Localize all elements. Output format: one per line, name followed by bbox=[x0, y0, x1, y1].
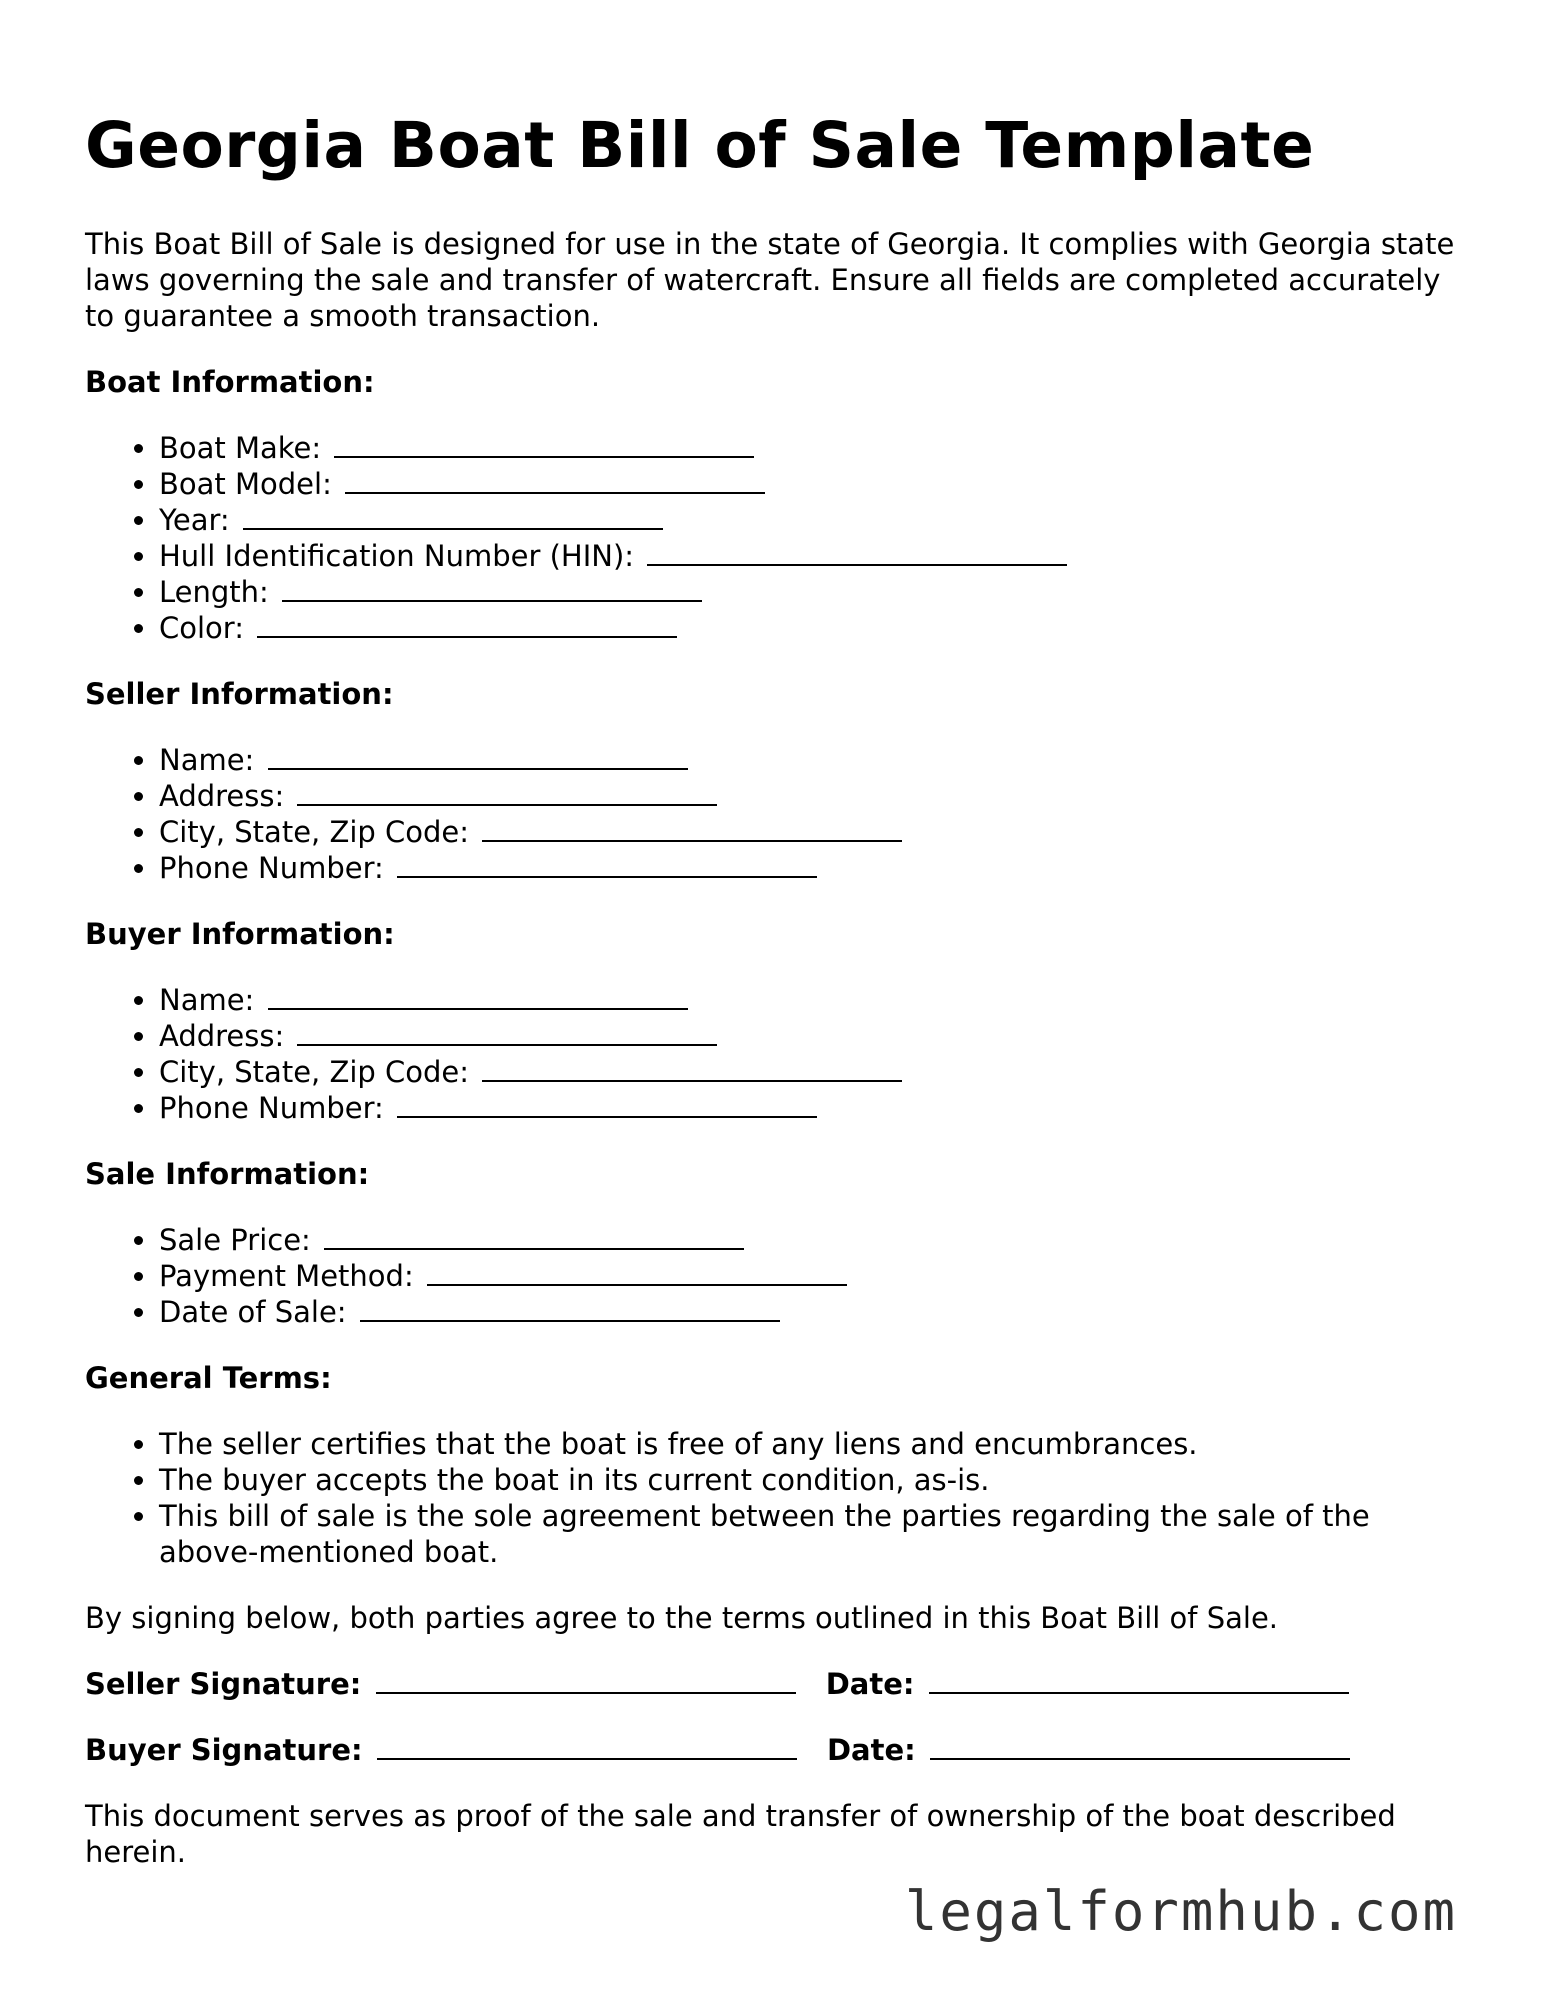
term-item: • The seller certifies that the boat is free of any liens and encumbrances. bbox=[159, 1426, 1465, 1462]
sale-information-list bbox=[85, 1222, 1465, 1330]
watermark: legalformhub.com bbox=[904, 1880, 1457, 1943]
seller-signature-label: Seller Signature: bbox=[85, 1667, 362, 1701]
color-blank[interactable] bbox=[257, 614, 677, 638]
term-item: • The buyer accepts the boat in its current condition, as-is. bbox=[159, 1462, 1465, 1498]
buyer-name-blank[interactable] bbox=[268, 986, 688, 1010]
buyer-address-blank[interactable] bbox=[297, 1022, 717, 1046]
hin-field: • Hull Identification Number (HIN): bbox=[159, 538, 1465, 574]
sale-information-heading: Sale Information: bbox=[85, 1157, 370, 1191]
seller-city-blank[interactable] bbox=[482, 818, 902, 842]
seller-signature-row bbox=[85, 1666, 1465, 1702]
year-blank[interactable] bbox=[243, 506, 663, 530]
buyer-date-label: Date: bbox=[826, 1733, 916, 1767]
seller-name-blank[interactable] bbox=[268, 746, 688, 770]
payment-method-blank[interactable] bbox=[427, 1262, 847, 1286]
buyer-signature-label: Buyer Signature: bbox=[85, 1733, 363, 1767]
seller-address-field: • Address: bbox=[159, 778, 1465, 814]
buyer-city-field: • City, State, Zip Code: bbox=[159, 1054, 1465, 1090]
seller-date-blank[interactable] bbox=[929, 1670, 1349, 1694]
buyer-address-field: • Address: bbox=[159, 1018, 1465, 1054]
seller-address-blank[interactable] bbox=[297, 782, 717, 806]
seller-city-field: • City, State, Zip Code: bbox=[159, 814, 1465, 850]
agreement-statement: By signing below, both parties agree to the terms outlined in this Boat Bill of Sale. bbox=[85, 1601, 1279, 1635]
hin-blank[interactable] bbox=[647, 542, 1067, 566]
seller-information-heading: Seller Information: bbox=[85, 677, 394, 711]
date-of-sale-blank[interactable] bbox=[360, 1298, 780, 1322]
sale-price-blank[interactable] bbox=[324, 1226, 744, 1250]
document bbox=[85, 108, 1465, 1900]
color-field: • Color: bbox=[159, 610, 1465, 646]
seller-information-list bbox=[85, 742, 1465, 886]
length-blank[interactable] bbox=[282, 578, 702, 602]
seller-phone-field: • Phone Number: bbox=[159, 850, 1465, 886]
date-of-sale-field: • Date of Sale: bbox=[159, 1294, 1465, 1330]
boat-make-blank[interactable] bbox=[334, 434, 754, 458]
buyer-phone-blank[interactable] bbox=[397, 1094, 817, 1118]
boat-model-field: • Boat Model: bbox=[159, 466, 1465, 502]
boat-information-list bbox=[85, 430, 1465, 646]
sale-price-field: • Sale Price: bbox=[159, 1222, 1465, 1258]
buyer-name-field: • Name: bbox=[159, 982, 1465, 1018]
seller-date-label: Date: bbox=[825, 1667, 915, 1701]
buyer-city-blank[interactable] bbox=[482, 1058, 902, 1082]
general-terms-list bbox=[85, 1426, 1465, 1570]
seller-signature-blank[interactable] bbox=[376, 1670, 796, 1694]
boat-model-blank[interactable] bbox=[345, 470, 765, 494]
general-terms-heading: General Terms: bbox=[85, 1361, 332, 1395]
length-field: • Length: bbox=[159, 574, 1465, 610]
page-title: Georgia Boat Bill of Sale Template bbox=[85, 109, 1315, 182]
buyer-information-heading: Buyer Information: bbox=[85, 917, 395, 951]
buyer-signature-row bbox=[85, 1732, 1465, 1768]
buyer-phone-field: • Phone Number: bbox=[159, 1090, 1465, 1126]
term-item: • This bill of sale is the sole agreement between the parties regarding the sale of the above-mentioned boat. bbox=[159, 1498, 1465, 1570]
closing-statement: This document serves as proof of the sale and transfer of ownership of the boat described herein. bbox=[85, 1799, 1396, 1869]
buyer-signature-blank[interactable] bbox=[377, 1736, 797, 1760]
intro-paragraph: This Boat Bill of Sale is designed for use in the state of Georgia. It complies with Georgia state laws governing the sale and transfer of watercraft. Ensure all fields are completed accurately to guarantee a smooth transaction. bbox=[85, 227, 1455, 333]
payment-method-field: • Payment Method: bbox=[159, 1258, 1465, 1294]
boat-information-heading: Boat Information: bbox=[85, 365, 375, 399]
buyer-date-blank[interactable] bbox=[930, 1736, 1350, 1760]
seller-phone-blank[interactable] bbox=[397, 854, 817, 878]
seller-name-field: • Name: bbox=[159, 742, 1465, 778]
year-field: • Year: bbox=[159, 502, 1465, 538]
boat-make-field: • Boat Make: bbox=[159, 430, 1465, 466]
buyer-information-list bbox=[85, 982, 1465, 1126]
